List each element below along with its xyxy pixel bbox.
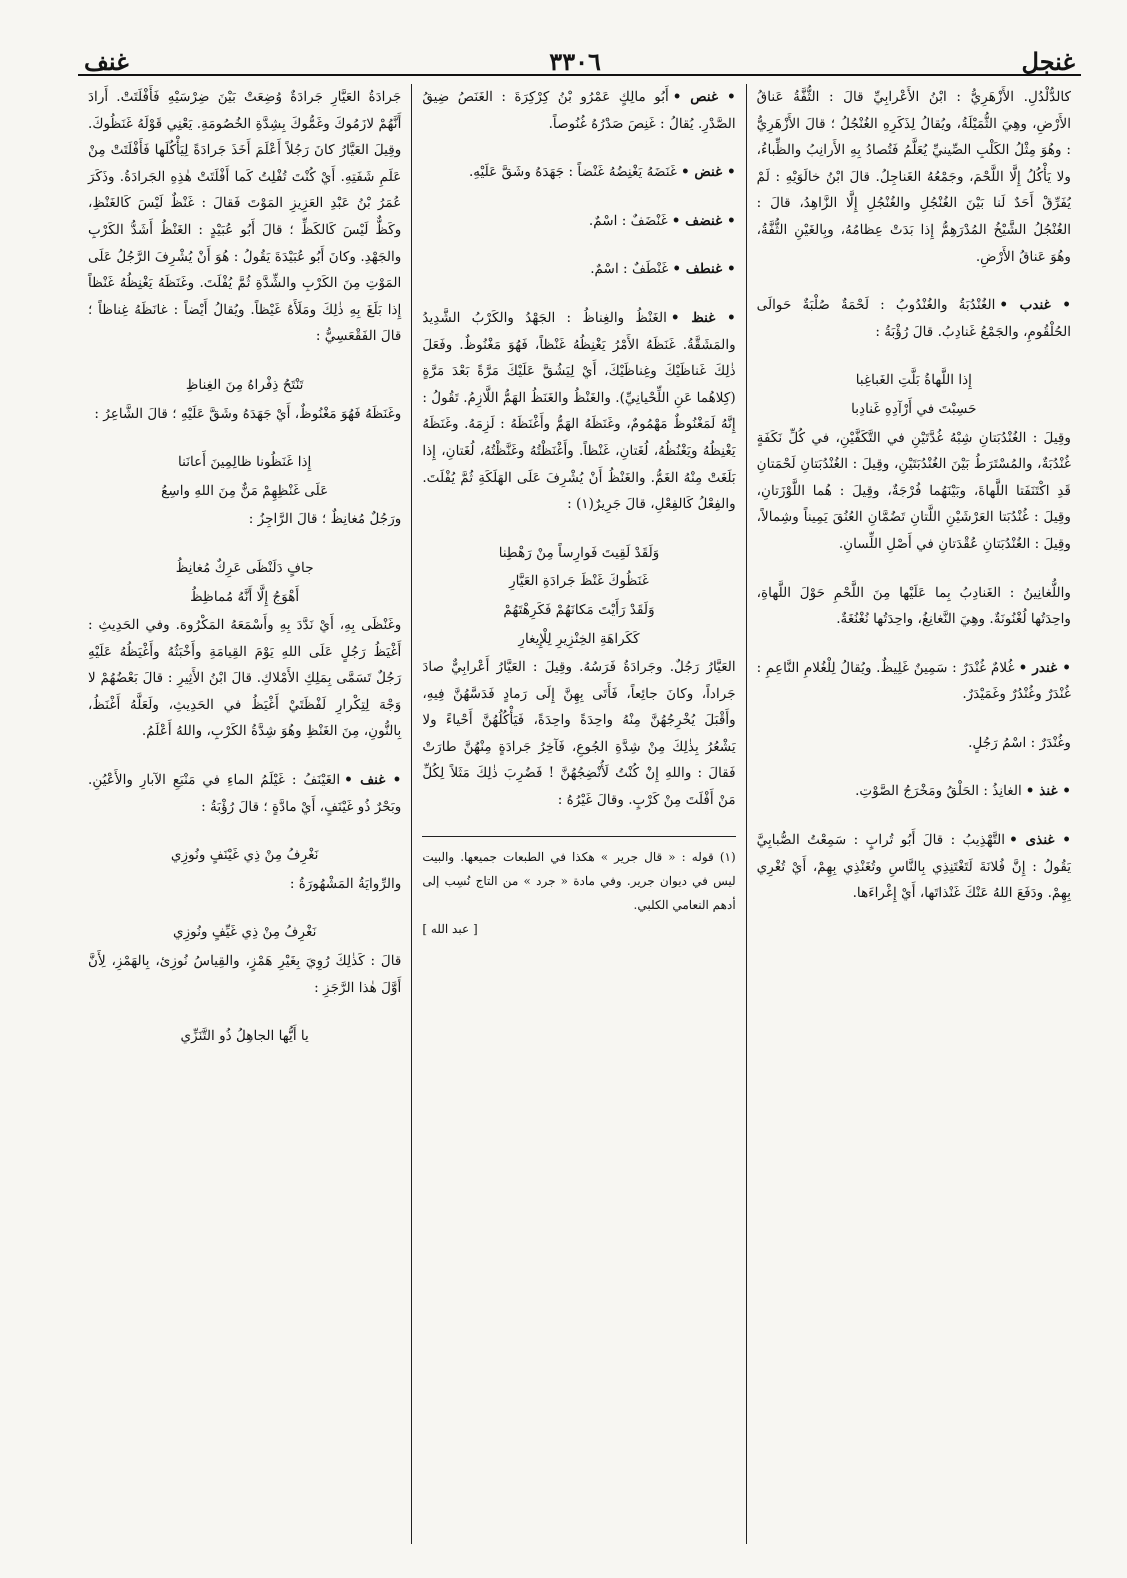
page-number: ٣٣٠٦ — [549, 47, 601, 76]
entry-text: التَّهْذِيبُ : قالَ أَبُو تُرابٍ : سَمِعْتُ الصُّبابِيَّ يَقُولُ : إِنَّ فُلانَةَ لَتَغْتَنِذِي بِالنَّاسِ وتُغَنْذِي بِهِمْ، أَيْ تُغْرِي بِهِمْ. ودَفَعَ اللهُ عَنْكَ غَنْذاتَها، أَيْ إِغْراءَها. — [756, 832, 1071, 902]
verse-line: جافٍ دَلَنْظَى عَرِكٌ مُغانِظُ — [175, 559, 314, 576]
column-left — [78, 84, 412, 1544]
verse-line: كَكَراهَةِ الخِنْزِيرِ لِلْإِيغارِ — [518, 630, 640, 647]
entry-text: غَنَضَهُ يَغْنِضُهُ غَنْضاً : جَهَدَهُ وشَقَّ عَلَيْهِ. — [468, 164, 677, 181]
entry-headword: • غنص • — [672, 89, 736, 105]
entry-text: وغَنْظَى بِهِ، أَيْ نَدَّدَ بِهِ وأَسْمَعَهُ المَكْرُوهَ. وفي الحَدِيثِ : أَغْيَظُ رَجُلٍ عَلَى اللهِ يَوْمَ القِيامَةِ وأَخْبَثُهُ وأَغْيَظُهُ عَلَيْهِ رَجُلٌ تَسَمَّى بِمَلِكِ الأَمْلاكِ. قالَ ابْنُ الأَثِيرِ : قالَ بَعْضُهُمْ لا وَجْهَ لِتِكْرارِ لَفْظَتَيْ أَغْيَظُ في الحَدِيثِ، ولَعَلَّهُ أَغْنَظُ، بِالنُّونِ، مِنَ الغَنْظِ وهُوَ شِدَّةُ الكَرْبِ، واللهُ أَعْلَمُ. — [88, 617, 402, 740]
dictionary-entry — [757, 292, 1071, 345]
entry-paragraph — [88, 612, 401, 745]
verse-line: إِذا غَنَظُونا ظالِمِينَ أَعانَنا — [177, 454, 312, 471]
text-columns — [78, 84, 1081, 1544]
entry-text: وغَنَظَهُ فَهُوَ مَغْنُوظٌ، أَيْ جَهَدَهُ وشَقَّ عَلَيْهِ ؛ قالَ الشَّاعِرُ : — [94, 405, 402, 422]
entry-text: وقِيلَ : الغُنْدُبَتانِ شِبْهُ غُدَّتَيْنِ في التَّكَفَّيْنِ، في كُلِّ نَكَفَةٍ غُنْدُبَةٌ، والمُسْتَرَطُ بَيْنَ الغُنْدُبَتَيْنِ، وقِيلَ : الغُنْدُبَتانِ لَحْمَتانِ قَدِ اكْتَنَفَتا اللَّهاةَ، وبَيْنَهُما فُرْجَةٌ، وقِيلَ : هُما اللَّوْزَتانِ، وقِيلَ : غُنْدُبَتا العَرْشَيْنِ اللَّتانِ تَضُمَّانِ العُنُقَ يَمِيناً وشِمالاً، وقِيلَ : الغُنْدُبَتانِ عُقْدَتانِ في أَصْلِ اللِّسانِ. — [756, 429, 1071, 552]
dictionary-entry — [422, 208, 735, 235]
entry-text: أَبُو مالِكٍ عَمْرُو بْنُ كِرْكِرَةَ : الغَنَصُ ضِيقُ الصَّدْرِ. يُقالُ : غَنِصَ صَدْرُهُ غُنُوصاً. — [422, 89, 736, 132]
dictionary-entry — [757, 778, 1071, 805]
verse-line: أَهْوَجُ إِلَّا أَنَّهُ مُماظِظُ — [190, 588, 300, 605]
column-right — [747, 84, 1081, 1544]
dictionary-entry — [422, 256, 735, 283]
entry-headword: • غندر • — [1018, 659, 1071, 676]
dictionary-entry — [88, 767, 401, 820]
dictionary-entry — [422, 84, 735, 137]
entry-text: الغَنْظُ والغِناظُ : الجَهْدُ والكَرْبُ الشَّدِيدُ والمَشَقَّةُ. غَنَظَهُ الأَمْرُ يَغْنِظُهُ غَنْظاً، فَهُوَ مَغْنُوظٌ. وفَعَلَ ذٰلِكَ غَناظَيْكَ وغِناظَيْكَ، أَيْ لِيَشُقَّ عَلَيْكَ مَرَّةً بَعْدَ مَرَّةٍ (كِلاهُما عَنِ اللِّحْيانِيِّ). والغَنْظُ والغَنَظُ الهَمُّ اللَّازِمُ. تَقُولُ : إِنَّهُ لَمَغْنُوظٌ مَهْمُومٌ، وغَنَظَهُ الهَمُّ وأَغْنَظَهُ : لَزِمَهُ. وغَنَظَهُ يَغْنِظُهُ ويَغْنُظُهُ، لُغَتانِ، غَنْظاً. وأَغْنَظْتُهُ وغَنَّظْتُهُ، لُغَتانِ، إِذا بَلَغَتْ مِنْهُ الغَمُّ. والغَنْظُ أَنْ يُشْرِفَ عَلَى الهَلَكَةِ ثُمَّ يُفْلَتَ. والفِعْلُ كَالفِعْلِ، قالَ جَرِيرٌ(١) : — [422, 309, 736, 513]
entry-text: الغانِذُ : الحَلْقُ ومَخْرَجُ الصَّوْتِ. — [855, 783, 1022, 800]
entry-headword: • غنذ • — [1025, 783, 1071, 800]
entry-text: غَنْضَفٌ : اسْمٌ. — [588, 212, 668, 229]
entry-text: غَنْطَفٌ : اسْمٌ. — [590, 261, 669, 278]
footnote-text: (١) قوله : « قال جرير » هكذا في الطبعات جميعها. والبيت ليس في ديوان جرير. وفي مادة « جرد » من التاج نُسِب إلى أدهم النعامي الكلبي. — [422, 849, 736, 912]
entry-text: الغُنْدُبَةُ والغُنْدُوبُ : لَحْمَةٌ صُلْبَةٌ حَوالَى الحُلْقُومِ، والجَمْعُ غَنادِبُ. قالَ رُؤْبَةُ : — [756, 297, 1071, 340]
dictionary-entry — [422, 305, 735, 518]
verse-line: نَغْرِفُ مِنْ ذِي غَيْنَفٍ ونُوزِي — [170, 847, 319, 864]
left-guide-word: غنف — [84, 47, 129, 76]
dictionary-entry — [422, 159, 735, 186]
entry-text: واللُّغانِينُ : الغَنادِبُ بِما عَلَيْها مِنَ اللَّحْمِ حَوْلَ اللَّهاةِ، واحِدَتُها لُغْنُونَةٌ. وهِيَ النَّغانِغُ، واحِدَتُها نُغْنُغَةٌ. — [756, 584, 1071, 628]
entry-text: ورَجُلٌ مُغانِظٌ ؛ قالَ الرَّاجِزُ : — [248, 511, 402, 528]
entry-text: العَيَّارُ رَجُلٌ. وجَرادَةُ فَرَسُهُ. وقِيلَ : العَيَّارُ أَعْرابِيٌّ صادَ جَراداً، وكانَ جائِعاً، فَأَتَى بِهِنَّ إِلَى رَمادٍ فَدَسَّهُنَّ فِيهِ، وأَقْبَلَ يُخْرِجُهُنَّ مِنْهُ واحِدَةً واحِدَةً، فَيَأْكُلُهُنَّ أَحْياءً ولا يَشْعُرُ بِذٰلِكَ مِنْ شِدَّةِ الجُوعِ، فَآخِرُ جَرادَةٍ مِنْهُنَّ طارَتْ فَقالَ : واللهِ إِنْ كُنْتُ لَأُنْضِجُهُنَّ ! فَضُرِبَ ذٰلِكَ مَثَلاً لِكُلِّ مَنْ أَفْلَتَ مِنْ كَرْبٍ. وقالَ غَيْرُهُ : — [422, 659, 736, 809]
entry-paragraph — [88, 948, 401, 1001]
entry-text: كالدُّلْدُلِ. الأَزْهَرِيُّ : ابْنُ الأَعْرابِيِّ قالَ : الثُّفَّةُ عَناقُ الأَرْضِ، وهِيَ الثُّمَيْلَةُ، ويُقالُ لِذَكَرِهِ الغُنْجُلُ ؛ قالَ الأَزْهَرِيُّ : وهُوَ مِثْلُ الكَلْبِ الصِّينيِّ يُعَلَّمُ فَتُصادُ بِهِ الأَرانِبُ والظِّباءُ، ولا يَأْكُلُ إِلَّا اللَّحْمَ، وجَمْعُهُ الغَناجِلُ. قالَ ابْنُ خالَوَيْهِ : لَمْ يُفَرِّقْ أَحَدٌ لَنا بَيْنَ الغُنْجُلِ والغُنْجُلِ إِلَّا الزَّاهِدُ، قالَ : الغُنْجُلُ الشَّيْخُ المُدْرَهِمُّ إِذا بَدَتْ عِظامُهُ، وبِالغَيْنِ الثُّفَّةُ، وهُوَ عَناقُ الأَرْضِ. — [756, 89, 1071, 265]
footnote — [422, 836, 735, 941]
verse-line: تَنْتَحُ ذِفْراهُ مِنَ الغِناظِ — [185, 376, 304, 393]
verse-line: حَسِبْتَ في أَرْآدِهِ غَنادِبا — [851, 400, 977, 417]
entry-headword: • غنظ • — [670, 309, 736, 326]
entry-paragraph — [757, 425, 1071, 558]
entry-paragraph — [757, 84, 1071, 270]
verse-line: غَنَظُوكَ غَنْظَ جَرادَةِ العَيَّارِ — [509, 573, 649, 590]
entry-headword: • غندب • — [999, 297, 1071, 314]
entry-text: والرِّوايَةُ المَشْهُورَةُ : — [289, 875, 402, 892]
entry-headword: • غنف • — [344, 772, 402, 789]
dictionary-entry — [757, 655, 1071, 708]
dictionary-entry — [757, 827, 1071, 907]
entry-paragraph — [88, 84, 401, 350]
entry-paragraph — [757, 730, 1071, 757]
entry-headword: • غنضف • — [671, 212, 736, 229]
verse-line: وَلَقَدْ رَأَيْتَ مَكانَهُمْ فَكَرِهْتَهُمْ — [503, 601, 655, 618]
entry-text: الغَيْنَفُ : غَيْلَمُ الماءِ في مَنْبَعِ الآبارِ والأَعْيُنِ. وبَحْرٌ ذُو غَيْنَفٍ، أَيْ مادَّةٍ ؛ قالَ رُؤْبَةُ : — [88, 772, 402, 815]
verse-line: نَغْرِفُ مِنْ ذِي غَيِّفٍ ونُوزِي — [172, 924, 317, 941]
entry-text: جَرادَةُ العَيَّارِ جَرادَةٌ وُضِعَتْ بَيْنَ ضِرْسَيْهِ فَأَفْلَتَتْ. أَرادَ أَنَّهُمْ لازَمُوكَ وغَمُّوكَ بِشِدَّةِ الخُصُومَةِ. يَعْنِي قَوْلَهُ غَنَظُوكَ. وقِيلَ العَيَّارُ كانَ رَجُلاً أَعْلَمَ أَخَذَ جَرادَةً لِيَأْكُلَها فَأَفْلَتَتْ مِنْ عَلَمِ شَفَتِهِ. أَيْ كُنْتَ تُفْلِتُ كَما أَفْلَتَتْ هٰذِهِ الجَرادَةُ. وذَكَرَ عُمَرُ بْنُ عَبْدِ العَزِيزِ المَوْتَ فَقالَ : غَنْظٌ لَيْسَ كَالغَنْظِ، وكَظٌّ لَيْسَ كَالكَظِّ ؛ قالَ أَبُو عُبَيْدٍ : الغَنْظُ أَشَدُّ الكَرْبِ والجَهْدِ. وكانَ أَبُو عُبَيْدَةَ يَقُولُ : هُوَ أَنْ يُشْرِفَ الرَّجُلُ عَلَى المَوْتِ مِنَ الكَرْبِ والشِّدَّةِ ثُمَّ يُفْلَتَ. وغَنَظَهُ يَغْنِظُهُ غَنْظاً إِذا بَلَغَ بِهِ ذٰلِكَ ومَلَأَهُ غَيْظاً. ويُقالُ أَيْضاً : غانَظَهُ غِناظاً ؛ قالَ الفَقْعَسِيُّ : — [88, 89, 402, 345]
entry-text: وغُنْدَرٌ : اسْمُ رَجُلٍ. — [968, 734, 1071, 751]
entry-headword: • غنطف • — [672, 261, 736, 278]
footnote-signature: [ عبد الله ] — [422, 921, 478, 936]
entry-text: غُلامٌ غُنْدَرٌ : سَمِينٌ غَلِيظٌ. ويُقالُ لِلْغُلامِ النَّاعِمِ : غُنْدَرٌ وغُنْدُرٌ وغَمَيْدَرٌ. — [756, 659, 1071, 703]
verse-line: إِذا اللَّهاةُ بَلَّتِ الغَباغِبا — [855, 372, 972, 389]
entry-paragraph — [88, 401, 401, 428]
entry-paragraph — [88, 871, 401, 898]
column-middle — [412, 84, 746, 1544]
verse-line: عَلَى غَنْظِهِمْ مَنٌّ مِنَ اللهِ واسِعُ — [161, 482, 329, 499]
entry-headword: • غنض • — [680, 164, 736, 181]
entry-paragraph — [757, 580, 1071, 633]
verse-line: يا أَيُّها الجاهِلُ ذُو التَّنَزِّي — [180, 1028, 309, 1045]
verse-line: وَلَقَدْ لَقِيتَ فَوارِساً مِنْ رَهْطِنا — [498, 544, 660, 561]
entry-paragraph — [88, 506, 401, 533]
entry-text: قالَ : كَذٰلِكَ رُوِيَ بِغَيْرِ هَمْزٍ، والقِياسُ نُوزِئ، بِالهَمْزِ، لِأَنَّ أَوَّلَ هٰذا الرَّجَزِ : — [88, 953, 402, 996]
entry-paragraph — [422, 654, 735, 814]
entry-headword: • غنذى • — [1009, 832, 1071, 849]
right-guide-word: غنجل — [1021, 47, 1075, 76]
running-head — [78, 34, 1081, 76]
